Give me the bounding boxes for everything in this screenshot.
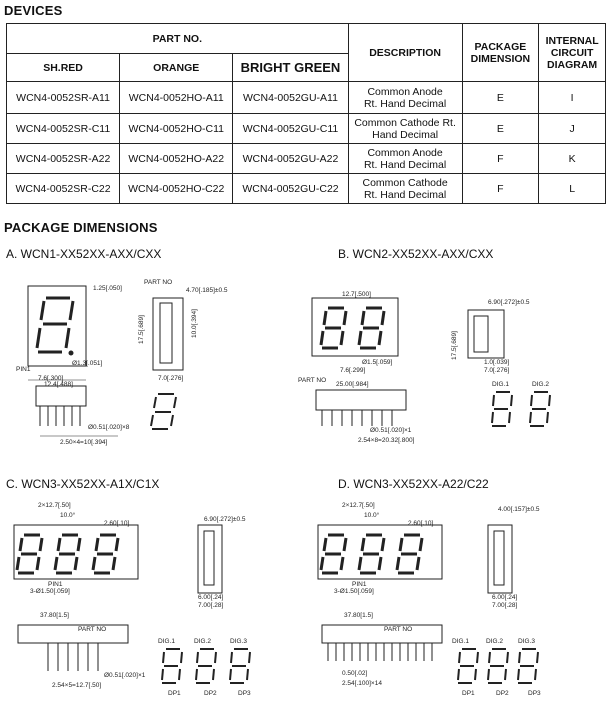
svg-text:DIG.2: DIG.2 [194, 638, 211, 645]
svg-text:DP2: DP2 [204, 690, 217, 697]
svg-text:DP1: DP1 [462, 690, 475, 697]
pin1-label: PIN1 [48, 581, 63, 588]
svg-text:6.90[.272]±0.5: 6.90[.272]±0.5 [488, 299, 530, 306]
svg-text:Ø0.51[.020]×1: Ø0.51[.020]×1 [104, 672, 146, 679]
dim-label: 7.0[.276] [158, 375, 184, 382]
svg-text:7.0[.276]: 7.0[.276] [484, 367, 510, 374]
svg-text:7.00[.28]: 7.00[.28] [492, 602, 518, 609]
svg-text:2×12.7[.50]: 2×12.7[.50] [38, 502, 71, 509]
svg-text:DIG.1: DIG.1 [452, 638, 469, 645]
dim-label: 2.50×4=10[.394] [60, 439, 108, 446]
drawing-b [288, 268, 604, 458]
svg-text:DIG.3: DIG.3 [518, 638, 535, 645]
description-header: DESCRIPTION [348, 24, 462, 82]
svg-text:DIG.3: DIG.3 [230, 638, 247, 645]
svg-text:DP3: DP3 [238, 690, 251, 697]
drawing-a [8, 268, 240, 458]
seven-segment-digits [17, 535, 118, 573]
svg-text:12.7[.500]: 12.7[.500] [342, 291, 371, 298]
svg-text:2.54×8=20.32[.800]: 2.54×8=20.32[.800] [358, 437, 415, 444]
package-dimension-header: PACKAGE DIMENSION [462, 24, 539, 82]
svg-text:Ø0.51[.020]×1: Ø0.51[.020]×1 [370, 427, 412, 434]
dim-label: 7.6[.300] [38, 375, 64, 382]
svg-text:7.6[.299]: 7.6[.299] [340, 367, 366, 374]
drawing-d [312, 495, 606, 700]
dim-label: Ø1.3[.051] [72, 360, 103, 367]
svg-text:10.0°: 10.0° [60, 512, 76, 519]
seven-segment-digits [321, 535, 422, 573]
svg-text:DP3: DP3 [528, 690, 541, 697]
devices-table [6, 23, 606, 204]
svg-text:Ø1.5[.059]: Ø1.5[.059] [362, 359, 393, 366]
table-row: WCN4-0052SR-A11 WCN4-0052HO-A11 WCN4-0052GU-A11 Common Anode Rt. Hand Decimal E I [7, 82, 606, 114]
svg-text:2.54×5=12.7[.50]: 2.54×5=12.7[.50] [52, 682, 102, 689]
internal-circuit-header: INTERNAL CIRCUIT DIAGRAM [539, 24, 606, 82]
svg-text:6.90[.272]±0.5: 6.90[.272]±0.5 [204, 516, 246, 523]
internal-digits [162, 649, 250, 683]
internal-digits [492, 392, 550, 426]
drawing-d-label: D. WCN3-XX52XX-A22/C22 [338, 477, 489, 491]
svg-text:3-Ø1.50[.059]: 3-Ø1.50[.059] [30, 588, 70, 595]
dim-label: 4.70[.185]±0.5 [186, 287, 228, 294]
svg-text:0.50[.02]: 0.50[.02] [342, 670, 368, 677]
svg-text:7.00[.28]: 7.00[.28] [198, 602, 224, 609]
svg-text:6.00[.24]: 6.00[.24] [198, 594, 224, 601]
seven-segment-digit [37, 298, 73, 352]
dim-label: 10.0[.394] [191, 309, 198, 338]
table-row: WCN4-0052SR-C11 WCN4-0052HO-C11 WCN4-0052GU-C11 Common Cathode Rt. Hand Decimal E J [7, 114, 606, 144]
dim-label: 12.4[.488] [44, 381, 73, 388]
svg-text:25.00[.984]: 25.00[.984] [336, 381, 369, 388]
svg-text:DIG.2: DIG.2 [532, 381, 549, 388]
display-outline [318, 525, 442, 579]
svg-text:1.0[.039]: 1.0[.039] [484, 359, 510, 366]
svg-text:6.00[.24]: 6.00[.24] [492, 594, 518, 601]
table-row: WCN4-0052SR-C22 WCN4-0052HO-C22 WCN4-0052GU-C22 Common Cathode Rt. Hand Decimal F L [7, 174, 606, 204]
drawing-c [8, 495, 304, 700]
table-row: WCN4-0052SR-A22 WCN4-0052HO-A22 WCN4-0052GU-A22 Common Anode Rt. Hand Decimal F K [7, 144, 606, 174]
orange-header: ORANGE [120, 54, 233, 82]
svg-text:2×12.7[.50]: 2×12.7[.50] [342, 502, 375, 509]
drawing-a-label: A. WCN1-XX52XX-AXX/CXX [6, 247, 162, 261]
package-dimensions-heading: PACKAGE DIMENSIONS [4, 220, 158, 235]
drawing-b-label: B. WCN2-XX52XX-AXX/CXX [338, 247, 494, 261]
svg-text:17.5[.689]: 17.5[.689] [451, 331, 458, 360]
display-outline [14, 525, 138, 579]
svg-text:DIG.1: DIG.1 [492, 381, 509, 388]
part-no-label: PART NO [78, 626, 107, 633]
part-no-header: PART NO. [7, 24, 349, 54]
svg-text:2.60[.10]: 2.60[.10] [104, 520, 130, 527]
dim-label: 1.25[.050] [93, 285, 122, 292]
bright-green-header: BRIGHT GREEN [233, 54, 348, 82]
svg-text:4.00[.157]±0.5: 4.00[.157]±0.5 [498, 506, 540, 513]
pin1-label: PIN1 [352, 581, 367, 588]
svg-text:37.80[1.5]: 37.80[1.5] [344, 612, 373, 619]
part-no-label: PART NO [298, 377, 327, 384]
svg-text:3-Ø1.50[.059]: 3-Ø1.50[.059] [334, 588, 374, 595]
svg-text:DP1: DP1 [168, 690, 181, 697]
shred-header: SH.RED [7, 54, 120, 82]
svg-text:2.54[.100]×14: 2.54[.100]×14 [342, 680, 382, 687]
drawing-c-label: C. WCN3-XX52XX-A1X/C1X [6, 477, 160, 491]
svg-text:DIG.2: DIG.2 [486, 638, 503, 645]
internal-digit [151, 394, 176, 429]
pin1-label: PIN1 [16, 366, 31, 373]
dim-label: Ø0.51[.020]×8 [88, 424, 130, 431]
internal-digits [458, 649, 538, 683]
svg-text:37.80[1.5]: 37.80[1.5] [40, 612, 69, 619]
svg-text:DP2: DP2 [496, 690, 509, 697]
part-no-label: PART NO [384, 626, 413, 633]
svg-text:DIG.1: DIG.1 [158, 638, 175, 645]
devices-heading: DEVICES [4, 3, 63, 18]
dim-label: 17.5[.689] [138, 315, 145, 344]
seven-segment-digits [321, 308, 384, 348]
svg-text:10.0°: 10.0° [364, 512, 380, 519]
part-no-label: PART NO [144, 279, 173, 286]
svg-text:2.60[.10]: 2.60[.10] [408, 520, 434, 527]
